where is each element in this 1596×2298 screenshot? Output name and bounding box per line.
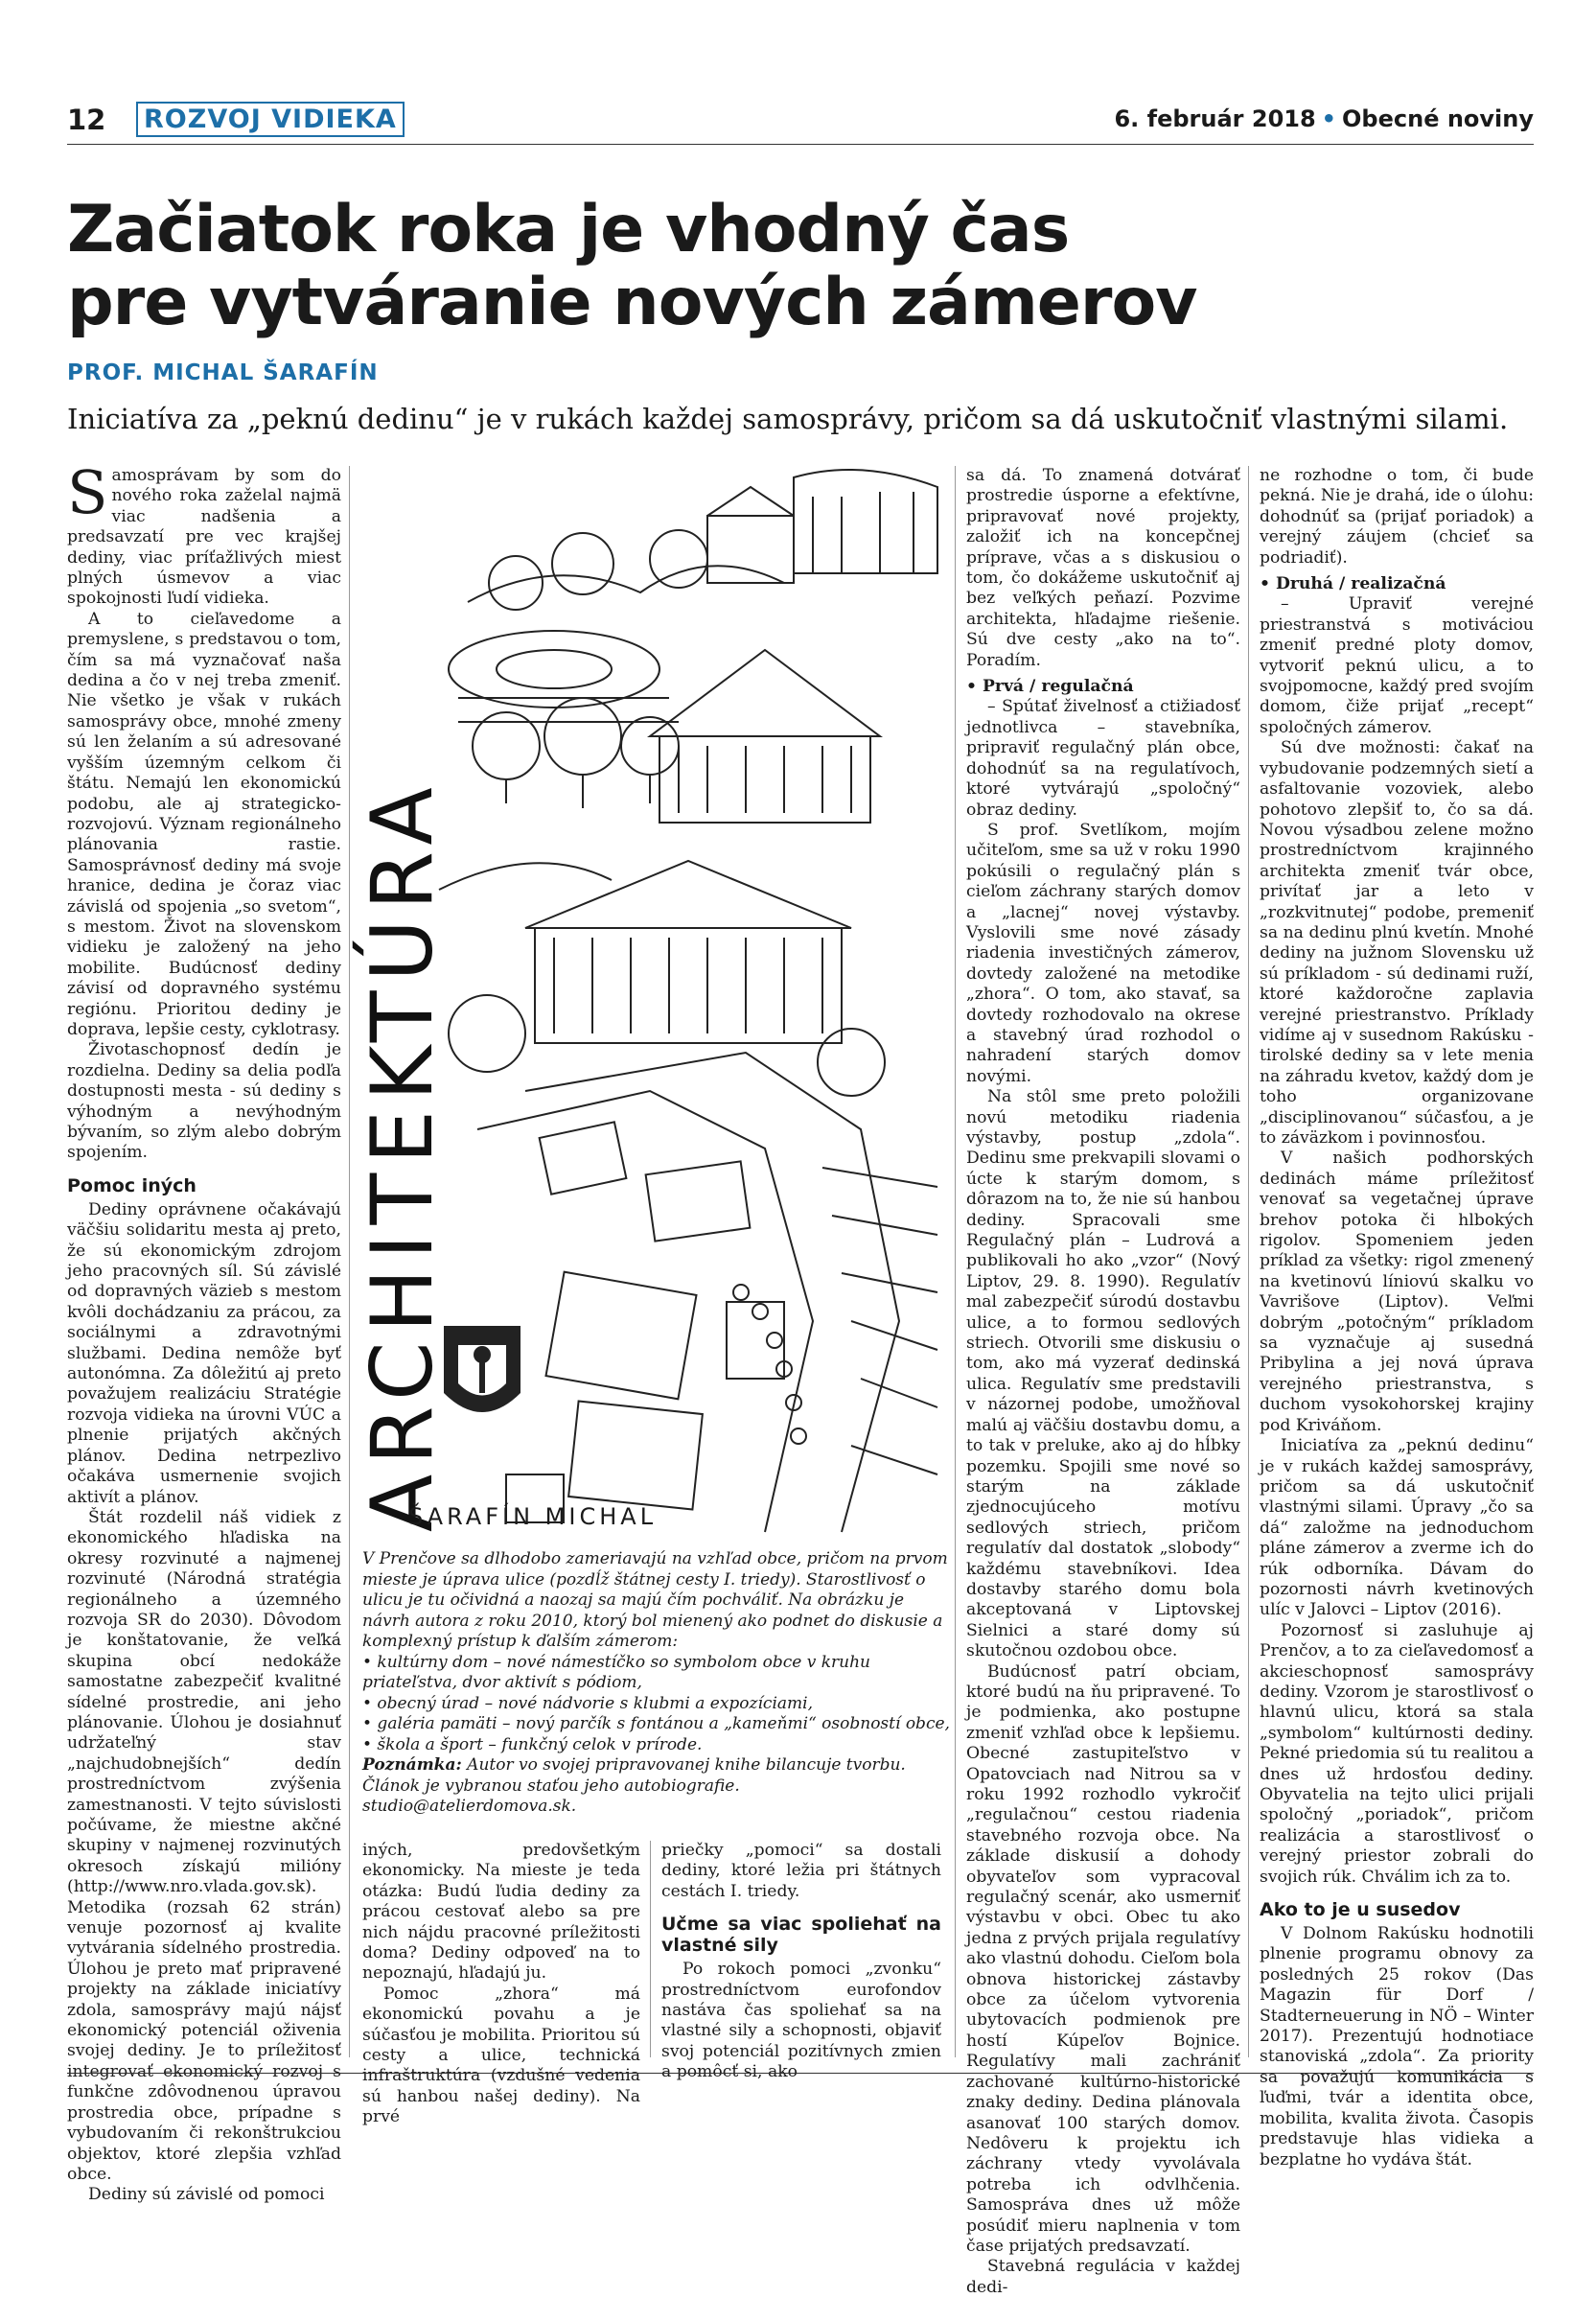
note-label: Poznámka: bbox=[362, 1755, 462, 1775]
paragraph: priečky „pomoci“ sa dostali dediny, ktoré ležia pri štátnych cestách I. triedy. bbox=[661, 1841, 941, 1901]
column-divider bbox=[1248, 466, 1249, 2057]
subheading: Pomoc iných bbox=[67, 1174, 197, 1196]
paragraph: Dediny oprávnene očakávajú väčšiu solidaritu mesta aj preto, že sú ekonomickým zdrojom jeho pracovných síl. Sú závislé od dopravných väzieb s mestom kvôli dochádzaniu za prácou, za sociálnymi a zdravotnými službami. Dedina nemôže byť autonómna. Za dôležitú aj preto považujem realizáciu Stratégie rozvoja vidieka na úrovni VÚC a plnenie prijatých akčných plánov. Dedina netrpezlivo očakáva usmernenie svojich aktivít a plánov. bbox=[67, 1199, 341, 1507]
dateline bbox=[1114, 105, 1534, 132]
paragraph: Po rokoch pomoci „zvonku“ prostredníctvom eurofondov nastáva čas spoliehať sa na vlastné sily a schopnosti, objaviť svoj potenciál pozitívnych zmien a pomôcť si, ako bbox=[661, 1960, 941, 2082]
paragraph-text: amosprávam by som do nového roka zaželal najmä viac nadšenia a predsavzatí pre vec krajšej dediny, viac príťažlivých miest plných úsmevov a viac spokojnosti ľudí vidieka. bbox=[67, 466, 341, 609]
caption-bullet: • škola a šport – funkčný celok v prírode. bbox=[362, 1734, 703, 1754]
paragraph: A to cieľavedome a premyslene, s predstavou o tom, čím sa má vyznačovať naša dedina a čo v nej treba zmeniť. Nie všetko je však v rukách samosprávy obce, mnohé zmeny sú len želaním a sú adresované vyšším územným celkom či štátu. Nemajú len ekonomickú podobu, ale aj strategicko-rozvojovú. Význam regionálneho plánovania rastie. Samosprávnosť dediny má svoje hranice, dedina je čoraz viac závislá od spojenia „so svetom“, s mestom. Život na slovenskom vidieku je založený na jeho mobilite. Budúcnosť dediny závisí od dopravného systému regiónu. Prioritou dediny je doprava, lepšie cesty, cyklotrasy. bbox=[67, 609, 341, 1039]
footer-rule bbox=[67, 2073, 1534, 2074]
caption-bullet: • kultúrny dom – nové námestíčko so symbolom obce v kruhu priateľstva, dvor aktivít s pódiom, bbox=[362, 1652, 871, 1692]
sketch-vertical-title: ARCHITEKTÚRA bbox=[353, 778, 451, 1532]
paragraph: Dediny sú závislé od pomoci bbox=[88, 2185, 325, 2205]
subheading: Učme sa viac spoliehať na vlastné sily bbox=[661, 1914, 941, 1957]
caption-bullet: • galéria pamäti – nový parčík s fontánou a „kameňmi“ osobností obce, bbox=[362, 1714, 950, 1733]
paragraph: Sú dve možnosti: čakať na vybudovanie podzemných sietí a asfaltovanie vozoviek, alebo pohotovo zlepšiť to, čo sa dá. Novou výsadbou zelene možno prostredníctvom krajinného architekta zmeniť tvár obce, privítať jar a leto v „rozkvitnutej“ podobe, premeniť sa na dedinu plnú kvetín. Mnohé dediny na južnom Slovensku už sú príkladom - sú dedinami ruží, ktoré každoročne zaplavia verejné priestranstvo. Príklady vidíme aj v susednom Rakúsku - tirolské dediny sa v lete menia na záhradu kvetov, každý dom je toho organizovane „disciplinovanou“ súčasťou, a je to záväzkom i povinnosťou. bbox=[1260, 738, 1534, 1148]
paragraph: ne rozhodne o tom, či bude pekná. Nie je drahá, ide o úlohu: dohodnúť sa (prijať poriadok) a verejný záujem (chcieť sa podriadiť). bbox=[1260, 466, 1534, 568]
article-title bbox=[67, 194, 1197, 339]
column-1 bbox=[67, 457, 341, 2206]
caption-bullet: • obecný úrad – nové nádvorie s klubmi a expozíciami, bbox=[362, 1693, 813, 1713]
image-caption bbox=[362, 1549, 957, 1818]
paragraph: sa dá. To znamená dotvárať prostredie úsporne a efektívne, pripravovať nové projekty, založiť ich na koncepčnej príprave, včas a s diskusiou o tom, čo dokážeme uskutočniť aj bez veľkých peňazí. Pozvime architekta, hľadajme riešenie. Sú dve cesty „ako na to“. Poradím. bbox=[966, 466, 1240, 670]
paragraph bbox=[67, 457, 341, 610]
note-text: Autor vo svojej pripravovanej knihe bilancuje tvorbu. Článok je vybranou staťou jeho autobiografie. studio@atelierdomova.sk. bbox=[362, 1755, 906, 1816]
paragraph: Pozornosť si zasluhuje aj Prenčov, a to za cieľavedomosť a akcieschopnosť samosprávy dediny. Vzorom je starostlivosť o hlavnú ulicu, ktorá sa stala „symbolom“ kultúrnosti dediny. Pekné priedomia sú tu realitou a dnes už hrdosťou dediny. Obyvatelia na tejto ulici prijali spoločný „poriadok“, pričom realizácia a starostlivosť o verejný priestor zobrali do svojich rúk. Chválim ich za to. bbox=[1260, 1620, 1534, 1887]
title-line-1: Začiatok roka je vhodný čas bbox=[67, 192, 1070, 267]
coat-of-arms bbox=[444, 1326, 520, 1412]
caption-note bbox=[362, 1755, 957, 1818]
column-divider bbox=[349, 466, 350, 2057]
column-divider bbox=[650, 1841, 651, 2057]
paragraph: – Spútať živelnosť a ctižiadosť jednotlivca – stavebníka, pripraviť regulačný plán obce, dohodnúť sa na regulatívoch, ktoré vytvárajú „spoločný“ obraz dediny. bbox=[966, 697, 1240, 820]
column-5 bbox=[1260, 466, 1534, 2170]
paragraph: Stavebná regulácia v každej dedi- bbox=[966, 2257, 1240, 2297]
paragraph: – Upraviť verejné priestranstvá s motiváciou zmeniť predné ploty domov, vytvoriť peknú ulicu, a to svojpomocne, každý pred svojím domom, čiže prijať „recept“ spoločných zámerov. bbox=[1260, 594, 1534, 737]
caption-text: V Prenčove sa dlhodobo zameriavajú na vzhľad obce, pričom na prvom mieste je úprava ulice (pozdĺž štátnej cesty I. triedy). Starostlivosť o ulicu je tu očividná a naozaj sa majú čím pochváliť. Na obrázku je návrh autora z roku 2010, ktorý bol mienený ako podnet do diskusie a komplexný prístup k ďalším zámerom: bbox=[362, 1549, 948, 1651]
column-4 bbox=[966, 466, 1240, 2298]
paragraph: Štát rozdelil náš vidiek z ekonomického hľadiska na okresy rozvinuté a najmenej rozvinuté (Národná stratégia regionálneho a územného rozvoja SR do 2030). Dôvodom je konštatovanie, že veľká skupina obcí nedokáže samostatne zabezpečiť kvalitné sídelné prostredie, ani jeho plánovanie. Úlohou je dosiahnuť udržateľný stav „najchudobnejších“ dedín prostredníctvom zvýšenia zamestnanosti. V tejto súvislosti počúvame, že miestne akčné skupiny v najmenej rozvinutých okresoch získajú milióny (http://www.nro.vlada.gov.sk). Metodika (rozsah 62 strán) venuje pozornosť aj kvalite vytvárania sídelného prostredia. Úlohou je preto mať pripravené projekty na základe iniciatívy zdola, samosprávy majú nájsť ekonomický potenciál oživenia svojej dediny. Je to príležitosť integrovať ekonomický rozvoj s funkčne zdôvodnenou úpravou prostredia obce, prípadne s vybudovaním či rekonštrukciou objektov, ktoré zlepšia vzhľad obce. bbox=[67, 1507, 341, 2184]
sketch-signature: ŠARAFÍN MICHAL bbox=[408, 1503, 658, 1530]
paragraph: Životaschopnosť dedín je rozdielna. Dediny sa delia podľa dostupnosti mesta - sú dediny s výhodným a nevýhodným bývaním, so zlým alebo dobrým spojením. bbox=[67, 1040, 341, 1163]
column-2 bbox=[362, 1841, 640, 2128]
article-lead: Iniciatíva za „peknú dedinu“ je v rukách každej samosprávy, pričom sa dá uskutočniť vlastnými silami. bbox=[67, 403, 1509, 435]
issue-date: 6. február 2018 bbox=[1114, 105, 1316, 132]
page-number: 12 bbox=[67, 104, 106, 136]
column-3 bbox=[661, 1841, 941, 2083]
paragraph: V Dolnom Rakúsku hodnotili plnenie programu obnovy za posledných 25 rokov (Das Magazin für Dorf / Stadterneuerung in NÖ – Winter 2017). Prezentujú hodnotiace stanoviská „zdola“. Za priority sa považujú komunikácia s ľuďmi, tvár a identita obce, mobilita, kvalita života. Časopis predstavuje hlas vidieka a bezplatne ho vydáva štát. bbox=[1260, 1924, 1534, 2170]
column-divider bbox=[955, 466, 956, 2057]
paragraph: Na stôl sme preto položili novú metodiku riadenia výstavby, postup „zdola“. Dedinu sme prekvapili slovami o úcte k starým domom, s dôrazom na to, že nie sú hanbou dediny. Spracovali sme Regulačný plán – Ludrová a publikovali ho ako „vzor“ (Nový Liptov, 29. 8. 1990). Regulatív mal zabezpečiť súrodú dostavbu ulice, a to formou sedlových striech. Otvorili sme diskusiu o tom, ako má vyzerať dedinská ulica. Regulatív sme predstavili v názornej podobe, umožňoval malú aj väčšiu dostavbu domu, a to tak v preluke, ako aj do hĺbky pozemku. Spojili sme nové so starým na základe zjednocujúceho motívu sedlových striech, pričom regulatív dal dostatok „slobody“ každému stavebníkovi. Idea dostavby starého domu bola akceptovaná v Liptovskej Sielnici a staré domy sú skutočnou ozdobou obce. bbox=[966, 1087, 1240, 1661]
subheading: Ako to je u susedov bbox=[1260, 1899, 1461, 1921]
paragraph: Budúcnosť patrí obciam, ktoré budú na ňu pripravené. To je podmienka, ako postupne zmeniť vzhľad obce k lepšiemu. Obecné zastupiteľstvo v Opatovciach nad Nitrou sa v roku 1992 rozhodlo vykročiť „regulačnou“ cestou riadenia stavebného rozvoja obce. Na základe diskusií a dohody obyvateľov som vypracoval regulačný scenár, ako usmerniť výstavbu v obci. Obec tu ako jedna z prvých prijala regulatívy ako vlastnú dohodu. Cieľom bola obnova historickej zástavby obce za účelom vytvorenia ubytovacích podmienok pre hostí Kúpeľov Bojnice. Regulatívy mali zachrániť zachované kultúrno-historické znaky dediny. Dedina plánovala asanovať 100 starých domov. Nedôveru k projektu ich záchrany vtedy vyvolávala potreba ich odvlhčenia. Samospráva dnes už môže posúdiť mieru naplnenia v tom čase prijatých predsavzatí. bbox=[966, 1661, 1240, 2256]
publication-name: Obecné noviny bbox=[1342, 105, 1534, 132]
paragraph: iných, predovšetkým ekonomicky. Na mieste je teda otázka: Budú ľudia dediny za prácou cestovať alebo sa pre nich nájdu pracovné príležitosti doma? Dediny odpoveď na to nepoznajú, hľadajú ju. bbox=[362, 1841, 640, 1984]
separator-dot: • bbox=[1321, 105, 1337, 132]
paragraph: Pomoc „zhora“ má ekonomickú povahu a je súčasťou je mobilita. Prioritou sú cesty a ulice, technická infraštruktúra (vzdušné vedenia sú hanbou našej dediny). Na prvé bbox=[362, 1984, 640, 2127]
architecture-sketch bbox=[353, 458, 947, 1538]
paragraph: Iniciatíva za „peknú dedinu“ je v rukách každej samosprávy, pričom sa dá uskutočniť vlastnými silami. Úpravy „čo sa dá“ založme na jednoduchom pláne zámerov a zverme ich do rúk odborníka. Dávam do pozornosti návrh kvetinových ulíc v Jalovci – Liptov (2016). bbox=[1260, 1436, 1534, 1620]
section-label: ROZVOJ VIDIEKA bbox=[136, 102, 405, 137]
title-line-2: pre vytváranie nových zámerov bbox=[67, 265, 1197, 340]
drop-cap: S bbox=[67, 457, 108, 527]
paragraph: V našich podhorských dedinách máme príležitosť venovať sa vegetačnej úprave brehov potoka či hlbokých rigolov. Spomeniem jeden príklad za všetky: rigol zmenený na kvetinovú líniovú skalku vo Vavrišove (Liptov). Veľmi dobrým „potočným“ príkladom sa vyznačuje aj susedná Pribylina a jej nová úprava verejného priestranstva, s duchom vysokohorskej krajiny pod Kriváňom. bbox=[1260, 1149, 1534, 1435]
list-heading: • Prvá / regulačná bbox=[966, 677, 1134, 697]
header-rule bbox=[67, 144, 1534, 145]
list-heading: • Druhá / realizačná bbox=[1260, 574, 1446, 594]
page-header bbox=[67, 102, 1534, 140]
paragraph: S prof. Svetlíkom, mojím učiteľom, sme sa už v roku 1990 pokúsili o regulačný plán s cieľom záchrany starých domov a „lacnej“ novej výstavby. Vyslovili sme nové zásady riadenia investičných zámerov, dovtedy založené na metodike „zhora“. O tom, ako stavať, sa dovtedy rozhodovalo na okrese a stavebný úrad rozhodol o nahradení starých domov novými. bbox=[966, 820, 1240, 1086]
author-byline: PROF. MICHAL ŠARAFÍN bbox=[67, 360, 379, 385]
